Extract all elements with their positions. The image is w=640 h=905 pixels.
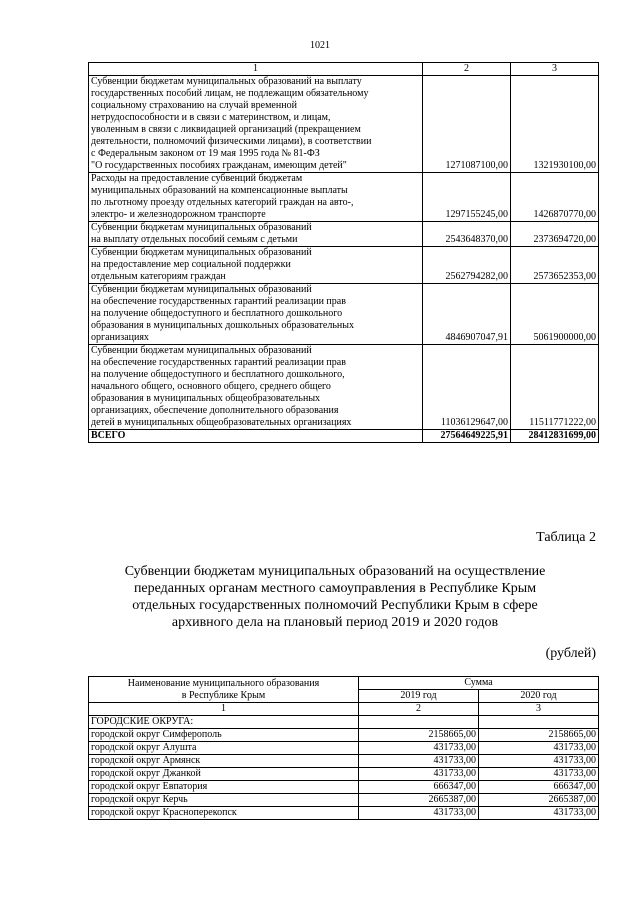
header-2019: 2019 год [359, 690, 479, 703]
municipality-name: городской округ Евпатория [89, 781, 359, 794]
units-label: (рублей) [545, 646, 596, 661]
table-row [89, 173, 599, 222]
row-name: Расходы на предоставление субвенций бюджетам муниципальных образований на компенсационные выплаты по льготному проезду отдельных категорий граждан на авто-, электро- и железнодорожном транспорте [89, 173, 423, 222]
municipality-name: городской округ Керчь [89, 794, 359, 807]
municipality-name: городской округ Алушта [89, 742, 359, 755]
value-2019: 431733,00 [359, 807, 479, 820]
value-2020: 431733,00 [479, 768, 599, 781]
column-number-row [89, 703, 599, 716]
table-row [89, 807, 599, 820]
value-2020: 431733,00 [479, 742, 599, 755]
header-2020: 2020 год [479, 690, 599, 703]
total-row [89, 430, 599, 443]
value-2020: 5061900000,00 [511, 284, 599, 345]
table-row [89, 284, 599, 345]
value-2019: 666347,00 [359, 781, 479, 794]
archive-subventions-table [88, 676, 599, 820]
value-2019: 4846907047,91 [423, 284, 511, 345]
value-2020: 1426870770,00 [511, 173, 599, 222]
value-2020: 11511771222,00 [511, 345, 599, 430]
header-name: Наименование муниципального образования в Республике Крым [89, 677, 359, 703]
value-2020: 2665387,00 [479, 794, 599, 807]
value-2019: 1297155245,00 [423, 173, 511, 222]
column-number-1: 1 [89, 63, 423, 76]
empty-cell [479, 716, 599, 729]
column-number-2: 2 [359, 703, 479, 716]
value-2019: 11036129647,00 [423, 345, 511, 430]
value-2020: 2158665,00 [479, 729, 599, 742]
municipality-name: городской округ Джанкой [89, 768, 359, 781]
total-label: ВСЕГО [89, 430, 423, 443]
value-2019: 2562794282,00 [423, 247, 511, 284]
table-row [89, 729, 599, 742]
row-name: Субвенции бюджетам муниципальных образований на обеспечение государственных гарантий реализации прав на получение общедоступного и бесплатного дошкольного образования в муниципальных дошкольных образовательных организациях [89, 284, 423, 345]
column-number-3: 3 [511, 63, 599, 76]
value-2020: 431733,00 [479, 807, 599, 820]
table-row [89, 76, 599, 173]
table-row [89, 742, 599, 755]
value-2019: 431733,00 [359, 755, 479, 768]
table-row [89, 345, 599, 430]
row-name: Субвенции бюджетам муниципальных образований на предоставление мер социальной поддержки отдельным категориям граждан [89, 247, 423, 284]
table-header-row [89, 677, 599, 690]
value-2020: 1321930100,00 [511, 76, 599, 173]
section-label: ГОРОДСКИЕ ОКРУГА: [89, 716, 359, 729]
empty-cell [359, 716, 479, 729]
value-2019: 2543648370,00 [423, 222, 511, 247]
column-number-1: 1 [89, 703, 359, 716]
table-header-row [89, 63, 599, 76]
value-2019: 2665387,00 [359, 794, 479, 807]
column-number-2: 2 [423, 63, 511, 76]
table-caption: Таблица 2 [536, 530, 596, 545]
table-row [89, 768, 599, 781]
table-row [89, 247, 599, 284]
value-2019: 431733,00 [359, 742, 479, 755]
column-number-3: 3 [479, 703, 599, 716]
municipality-name: городской округ Симферополь [89, 729, 359, 742]
row-name: Субвенции бюджетам муниципальных образований на выплату государственных пособий лицам, не подлежащим обязательному социальному страхованию на случай временной нетрудоспособности и в связи с материнством, и лицам, уволенным в связи с ликвидацией организаций (прекращением деятельности, полномочий физическими лицами), в соответствии с Федеральным законом от 19 мая 1995 года № 81-ФЗ "О государственных пособиях гражданам, имеющим детей" [89, 76, 423, 173]
value-2020: 2573652353,00 [511, 247, 599, 284]
total-2020: 28412831699,00 [511, 430, 599, 443]
page-number: 1021 [310, 40, 330, 51]
table-row [89, 794, 599, 807]
value-2019: 1271087100,00 [423, 76, 511, 173]
row-name: Субвенции бюджетам муниципальных образований на выплату отдельных пособий семьям с детьми [89, 222, 423, 247]
total-2019: 27564649225,91 [423, 430, 511, 443]
table-row [89, 755, 599, 768]
table-title: Субвенции бюджетам муниципальных образований на осуществление переданных органам местного самоуправления в Республике Крым отдельных государственных полномочий Республики Крым в сфере архивного дела на плановый период 2019 и 2020 годов [124, 564, 546, 630]
table-row [89, 222, 599, 247]
section-row [89, 716, 599, 729]
header-sum: Сумма [359, 677, 599, 690]
value-2020: 431733,00 [479, 755, 599, 768]
municipality-name: городской округ Армянск [89, 755, 359, 768]
municipality-name: городской округ Красноперекопск [89, 807, 359, 820]
value-2019: 431733,00 [359, 768, 479, 781]
subventions-table [88, 62, 599, 443]
row-name: Субвенции бюджетам муниципальных образований на обеспечение государственных гарантий реализации прав на получение общедоступного и бесплатного дошкольного, начального общего, основного общего, среднего общего образования в муниципальных общеобразовательных организациях, обеспечение дополнительного образования детей в муниципальных общеобразовательных организациях [89, 345, 423, 430]
value-2020: 666347,00 [479, 781, 599, 794]
value-2020: 2373694720,00 [511, 222, 599, 247]
value-2019: 2158665,00 [359, 729, 479, 742]
table-row [89, 781, 599, 794]
